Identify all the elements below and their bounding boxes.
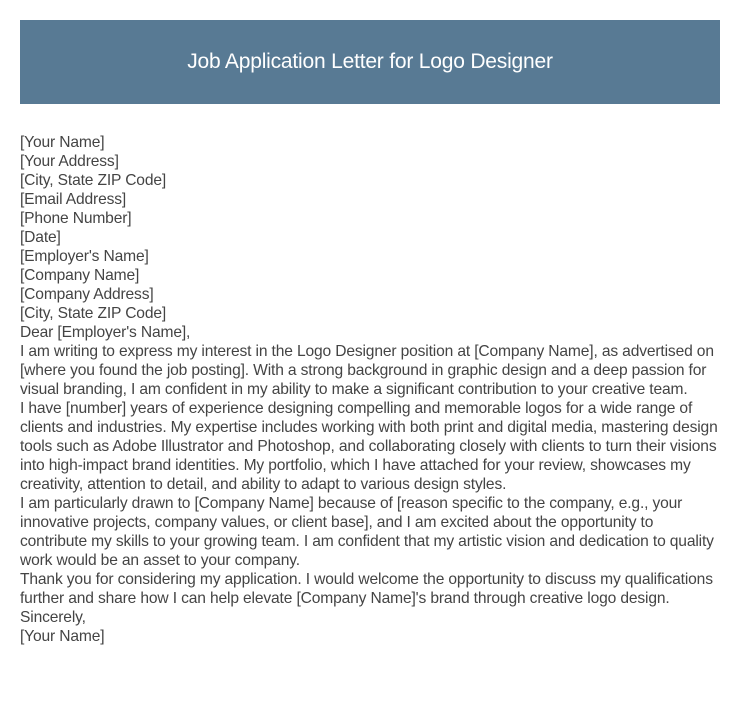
letter-date: [Date] [20,229,61,246]
paragraph-company-interest: I am particularly drawn to [Company Name] because of [reason specific to the company, e.g., your innovative projects, company values, or client base], and I am excited about the opportunity to contribute my skills to your growing team. I am confident that my artistic vision and dedication to quality work would be an asset to your company. [20,495,714,569]
sender-address: [Your Address] [20,153,119,170]
sender-phone: [Phone Number] [20,210,132,227]
page-title: Job Application Letter for Logo Designer [187,50,553,73]
recipient-city-state-zip: [City, State ZIP Code] [20,305,167,322]
letter-body [20,133,724,646]
recipient-company-address: [Company Address] [20,286,154,303]
paragraph-experience: I have [number] years of experience designing compelling and memorable logos for a wide range of clients and industries. My expertise includes working with both print and digital media, mastering design tools such as Adobe Illustrator and Photoshop, and collaborating closely with clients to turn their visions into high-impact brand identities. My portfolio, which I have attached for your review, showcases my creativity, attention to detail, and ability to adapt to various design styles. [20,400,718,493]
paragraph-thanks: Thank you for considering my application. I would welcome the opportunity to discuss my qualifications further and share how I can help elevate [Company Name]'s brand through creative logo design. [20,571,713,607]
paragraph-intro: I am writing to express my interest in the Logo Designer position at [Company Name], as advertised on [where you found the job posting]. With a strong background in graphic design and a deep passion for visual branding, I am confident in my ability to make a significant contribution to your creative team. [20,343,714,398]
recipient-name: [Employer's Name] [20,248,149,265]
recipient-company: [Company Name] [20,267,140,284]
sender-name: [Your Name] [20,134,105,151]
sender-email: [Email Address] [20,191,127,208]
salutation: Dear [Employer's Name], [20,324,191,341]
sender-city-state-zip: [City, State ZIP Code] [20,172,167,189]
signature: [Your Name] [20,628,105,645]
page-header [20,20,720,104]
closing: Sincerely, [20,609,86,626]
